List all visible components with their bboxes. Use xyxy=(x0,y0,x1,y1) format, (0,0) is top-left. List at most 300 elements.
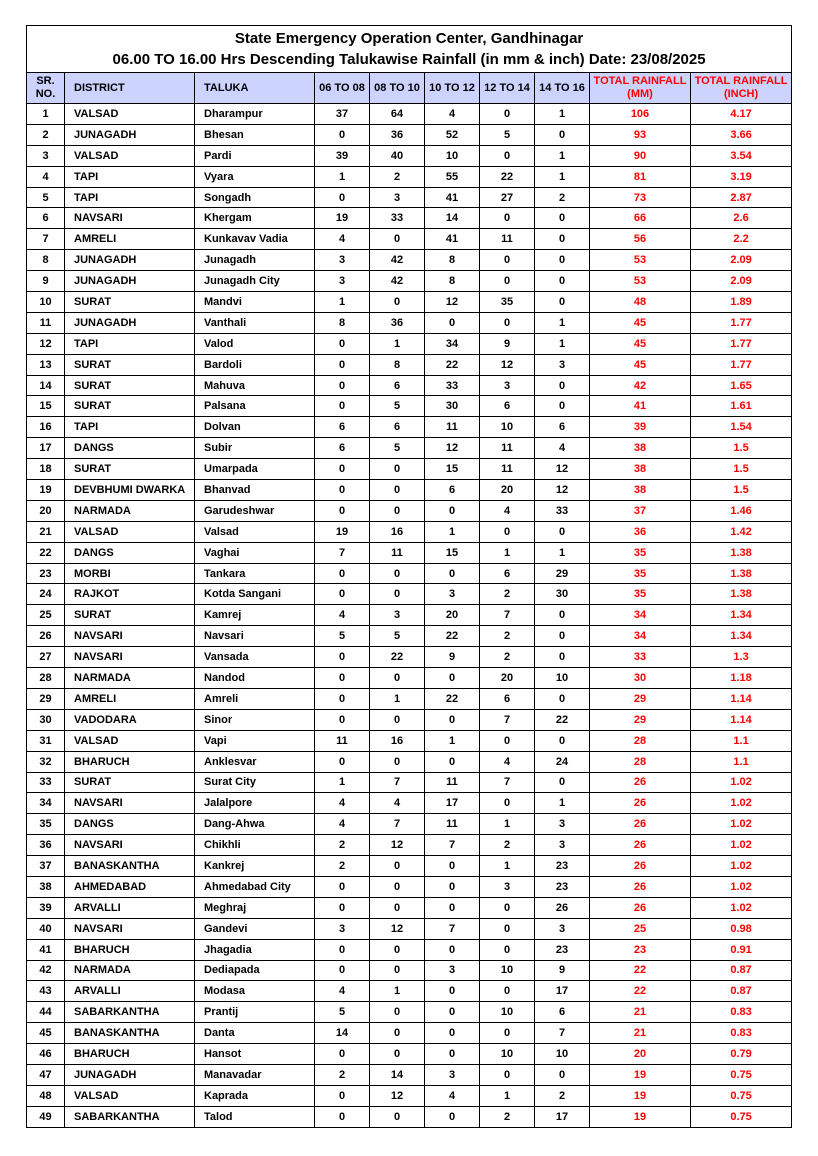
district-cell: NARMADA xyxy=(65,668,195,689)
total-inch-cell: 2.09 xyxy=(691,250,792,271)
rain-12-14-cell: 5 xyxy=(480,124,535,145)
sr-no-cell: 39 xyxy=(27,897,65,918)
rain-14-16-cell: 1 xyxy=(535,166,590,187)
rain-10-12-cell: 7 xyxy=(425,835,480,856)
total-inch-cell: 1.34 xyxy=(691,605,792,626)
rain-06-08-cell: 0 xyxy=(315,688,370,709)
rain-08-10-cell: 5 xyxy=(370,438,425,459)
total-inch-cell: 1.46 xyxy=(691,500,792,521)
sr-no-cell: 7 xyxy=(27,229,65,250)
rain-12-14-cell: 12 xyxy=(480,354,535,375)
total-inch-cell: 1.77 xyxy=(691,354,792,375)
rain-14-16-cell: 23 xyxy=(535,939,590,960)
rain-10-12-cell: 0 xyxy=(425,563,480,584)
total-mm-cell: 41 xyxy=(590,396,691,417)
rain-14-16-cell: 1 xyxy=(535,793,590,814)
rain-10-12-cell: 4 xyxy=(425,104,480,125)
table-row xyxy=(27,542,792,563)
total-inch-cell: 1.18 xyxy=(691,668,792,689)
total-inch-cell: 1.02 xyxy=(691,772,792,793)
rain-14-16-cell: 0 xyxy=(535,688,590,709)
rain-10-12-cell: 52 xyxy=(425,124,480,145)
total-mm-cell: 26 xyxy=(590,835,691,856)
rain-08-10-cell: 5 xyxy=(370,626,425,647)
header-taluka: TALUKA xyxy=(195,73,315,104)
sr-no-cell: 10 xyxy=(27,292,65,313)
rain-10-12-cell: 41 xyxy=(425,187,480,208)
table-row xyxy=(27,835,792,856)
total-mm-cell: 21 xyxy=(590,1002,691,1023)
sr-no-cell: 29 xyxy=(27,688,65,709)
total-mm-cell: 38 xyxy=(590,459,691,480)
total-mm-cell: 28 xyxy=(590,730,691,751)
rain-06-08-cell: 3 xyxy=(315,271,370,292)
district-cell: VALSAD xyxy=(65,104,195,125)
taluka-cell: Prantij xyxy=(195,1002,315,1023)
taluka-cell: Jalalpore xyxy=(195,793,315,814)
total-mm-cell: 106 xyxy=(590,104,691,125)
rain-06-08-cell: 0 xyxy=(315,354,370,375)
taluka-cell: Jhagadia xyxy=(195,939,315,960)
rain-12-14-cell: 10 xyxy=(480,960,535,981)
rain-10-12-cell: 8 xyxy=(425,250,480,271)
total-mm-cell: 28 xyxy=(590,751,691,772)
rain-06-08-cell: 4 xyxy=(315,605,370,626)
taluka-cell: Junagadh xyxy=(195,250,315,271)
rain-06-08-cell: 0 xyxy=(315,500,370,521)
rain-08-10-cell: 8 xyxy=(370,354,425,375)
sr-no-cell: 3 xyxy=(27,145,65,166)
taluka-cell: Garudeshwar xyxy=(195,500,315,521)
table-row xyxy=(27,292,792,313)
rain-06-08-cell: 1 xyxy=(315,292,370,313)
total-mm-cell: 23 xyxy=(590,939,691,960)
rain-14-16-cell: 7 xyxy=(535,1023,590,1044)
rain-12-14-cell: 10 xyxy=(480,1044,535,1065)
rain-08-10-cell: 0 xyxy=(370,709,425,730)
total-mm-cell: 48 xyxy=(590,292,691,313)
rain-10-12-cell: 0 xyxy=(425,668,480,689)
rain-12-14-cell: 11 xyxy=(480,438,535,459)
rain-10-12-cell: 17 xyxy=(425,793,480,814)
table-row xyxy=(27,250,792,271)
district-cell: JUNAGADH xyxy=(65,1064,195,1085)
rain-12-14-cell: 1 xyxy=(480,1085,535,1106)
taluka-cell: Umarpada xyxy=(195,459,315,480)
rain-12-14-cell: 1 xyxy=(480,856,535,877)
rain-14-16-cell: 17 xyxy=(535,1106,590,1127)
header-sr-no: SR. NO. xyxy=(27,73,65,104)
rainfall-table xyxy=(26,25,792,1128)
sr-no-cell: 15 xyxy=(27,396,65,417)
table-row xyxy=(27,396,792,417)
total-inch-cell: 2.6 xyxy=(691,208,792,229)
rain-06-08-cell: 37 xyxy=(315,104,370,125)
rain-12-14-cell: 0 xyxy=(480,271,535,292)
total-inch-cell: 1.61 xyxy=(691,396,792,417)
total-inch-cell: 1.5 xyxy=(691,459,792,480)
rain-12-14-cell: 2 xyxy=(480,584,535,605)
rain-12-14-cell: 2 xyxy=(480,647,535,668)
rain-08-10-cell: 0 xyxy=(370,856,425,877)
sr-no-cell: 43 xyxy=(27,981,65,1002)
rain-12-14-cell: 2 xyxy=(480,626,535,647)
total-inch-cell: 0.83 xyxy=(691,1023,792,1044)
rain-10-12-cell: 6 xyxy=(425,480,480,501)
table-row xyxy=(27,375,792,396)
total-mm-cell: 26 xyxy=(590,876,691,897)
rain-08-10-cell: 42 xyxy=(370,250,425,271)
taluka-cell: Nandod xyxy=(195,668,315,689)
table-row xyxy=(27,124,792,145)
taluka-cell: Sinor xyxy=(195,709,315,730)
sr-no-cell: 26 xyxy=(27,626,65,647)
district-cell: NAVSARI xyxy=(65,647,195,668)
sr-no-cell: 25 xyxy=(27,605,65,626)
rain-12-14-cell: 0 xyxy=(480,918,535,939)
rain-08-10-cell: 1 xyxy=(370,981,425,1002)
rain-12-14-cell: 0 xyxy=(480,1023,535,1044)
rain-10-12-cell: 22 xyxy=(425,354,480,375)
sr-no-cell: 35 xyxy=(27,814,65,835)
rain-12-14-cell: 7 xyxy=(480,772,535,793)
rain-10-12-cell: 11 xyxy=(425,772,480,793)
sr-no-cell: 22 xyxy=(27,542,65,563)
total-inch-cell: 0.83 xyxy=(691,1002,792,1023)
rain-06-08-cell: 4 xyxy=(315,814,370,835)
district-cell: NAVSARI xyxy=(65,208,195,229)
taluka-cell: Dharampur xyxy=(195,104,315,125)
rain-12-14-cell: 0 xyxy=(480,730,535,751)
total-inch-cell: 1.02 xyxy=(691,814,792,835)
sr-no-cell: 33 xyxy=(27,772,65,793)
district-cell: BANASKANTHA xyxy=(65,1023,195,1044)
rain-06-08-cell: 5 xyxy=(315,1002,370,1023)
rain-12-14-cell: 0 xyxy=(480,793,535,814)
rain-10-12-cell: 14 xyxy=(425,208,480,229)
rain-08-10-cell: 36 xyxy=(370,124,425,145)
rain-10-12-cell: 0 xyxy=(425,876,480,897)
rain-06-08-cell: 8 xyxy=(315,312,370,333)
total-inch-cell: 0.91 xyxy=(691,939,792,960)
taluka-cell: Tankara xyxy=(195,563,315,584)
rain-10-12-cell: 15 xyxy=(425,459,480,480)
rain-06-08-cell: 4 xyxy=(315,793,370,814)
district-cell: TAPI xyxy=(65,166,195,187)
rain-08-10-cell: 0 xyxy=(370,960,425,981)
rain-14-16-cell: 10 xyxy=(535,668,590,689)
rain-12-14-cell: 1 xyxy=(480,814,535,835)
rain-12-14-cell: 0 xyxy=(480,1064,535,1085)
rain-06-08-cell: 0 xyxy=(315,375,370,396)
district-cell: SURAT xyxy=(65,772,195,793)
sr-no-cell: 27 xyxy=(27,647,65,668)
sr-no-cell: 30 xyxy=(27,709,65,730)
total-inch-cell: 1.89 xyxy=(691,292,792,313)
total-inch-cell: 1.14 xyxy=(691,709,792,730)
district-cell: NAVSARI xyxy=(65,793,195,814)
table-row xyxy=(27,709,792,730)
rain-08-10-cell: 3 xyxy=(370,605,425,626)
district-cell: SURAT xyxy=(65,292,195,313)
rain-08-10-cell: 0 xyxy=(370,229,425,250)
total-mm-cell: 93 xyxy=(590,124,691,145)
rain-06-08-cell: 2 xyxy=(315,835,370,856)
rain-12-14-cell: 11 xyxy=(480,229,535,250)
rain-10-12-cell: 0 xyxy=(425,751,480,772)
sr-no-cell: 46 xyxy=(27,1044,65,1065)
taluka-cell: Anklesvar xyxy=(195,751,315,772)
rain-08-10-cell: 3 xyxy=(370,187,425,208)
total-inch-cell: 3.19 xyxy=(691,166,792,187)
table-row xyxy=(27,500,792,521)
total-mm-cell: 26 xyxy=(590,814,691,835)
total-mm-cell: 45 xyxy=(590,354,691,375)
district-cell: RAJKOT xyxy=(65,584,195,605)
rain-06-08-cell: 0 xyxy=(315,584,370,605)
table-row xyxy=(27,1044,792,1065)
rain-06-08-cell: 0 xyxy=(315,480,370,501)
rain-06-08-cell: 3 xyxy=(315,250,370,271)
district-cell: AHMEDABAD xyxy=(65,876,195,897)
taluka-cell: Danta xyxy=(195,1023,315,1044)
total-inch-cell: 1.77 xyxy=(691,333,792,354)
rain-06-08-cell: 5 xyxy=(315,626,370,647)
taluka-cell: Vanthali xyxy=(195,312,315,333)
total-mm-cell: 42 xyxy=(590,375,691,396)
table-row xyxy=(27,897,792,918)
rain-08-10-cell: 16 xyxy=(370,730,425,751)
rain-10-12-cell: 12 xyxy=(425,438,480,459)
taluka-cell: Surat City xyxy=(195,772,315,793)
rain-14-16-cell: 2 xyxy=(535,187,590,208)
rain-08-10-cell: 0 xyxy=(370,1023,425,1044)
total-inch-cell: 3.66 xyxy=(691,124,792,145)
rain-12-14-cell: 27 xyxy=(480,187,535,208)
taluka-cell: Kunkavav Vadia xyxy=(195,229,315,250)
table-row xyxy=(27,1106,792,1127)
total-mm-cell: 90 xyxy=(590,145,691,166)
table-body xyxy=(27,104,792,1128)
table-row xyxy=(27,1002,792,1023)
rain-14-16-cell: 1 xyxy=(535,145,590,166)
rain-14-16-cell: 6 xyxy=(535,1002,590,1023)
rain-10-12-cell: 7 xyxy=(425,918,480,939)
table-row xyxy=(27,647,792,668)
rain-12-14-cell: 3 xyxy=(480,876,535,897)
rain-08-10-cell: 36 xyxy=(370,312,425,333)
district-cell: DANGS xyxy=(65,814,195,835)
taluka-cell: Kotda Sangani xyxy=(195,584,315,605)
sr-no-cell: 6 xyxy=(27,208,65,229)
sr-no-cell: 37 xyxy=(27,856,65,877)
table-row xyxy=(27,417,792,438)
rain-14-16-cell: 22 xyxy=(535,709,590,730)
rain-08-10-cell: 33 xyxy=(370,208,425,229)
district-cell: TAPI xyxy=(65,187,195,208)
taluka-cell: Vyara xyxy=(195,166,315,187)
rain-14-16-cell: 0 xyxy=(535,521,590,542)
sr-no-cell: 4 xyxy=(27,166,65,187)
table-row xyxy=(27,730,792,751)
district-cell: TAPI xyxy=(65,333,195,354)
rain-10-12-cell: 22 xyxy=(425,626,480,647)
rain-08-10-cell: 7 xyxy=(370,814,425,835)
table-row xyxy=(27,166,792,187)
district-cell: TAPI xyxy=(65,417,195,438)
rain-06-08-cell: 2 xyxy=(315,1064,370,1085)
total-inch-cell: 1.34 xyxy=(691,626,792,647)
rain-12-14-cell: 9 xyxy=(480,333,535,354)
rain-10-12-cell: 0 xyxy=(425,709,480,730)
rain-06-08-cell: 0 xyxy=(315,1044,370,1065)
rain-10-12-cell: 55 xyxy=(425,166,480,187)
total-mm-cell: 38 xyxy=(590,438,691,459)
sr-no-cell: 13 xyxy=(27,354,65,375)
taluka-cell: Mandvi xyxy=(195,292,315,313)
rain-14-16-cell: 3 xyxy=(535,835,590,856)
district-cell: JUNAGADH xyxy=(65,250,195,271)
district-cell: SABARKANTHA xyxy=(65,1002,195,1023)
rain-08-10-cell: 5 xyxy=(370,396,425,417)
district-cell: SURAT xyxy=(65,375,195,396)
sr-no-cell: 17 xyxy=(27,438,65,459)
district-cell: NARMADA xyxy=(65,960,195,981)
total-mm-cell: 29 xyxy=(590,709,691,730)
sr-no-cell: 36 xyxy=(27,835,65,856)
total-mm-cell: 19 xyxy=(590,1106,691,1127)
total-mm-cell: 26 xyxy=(590,793,691,814)
rain-10-12-cell: 11 xyxy=(425,814,480,835)
rain-10-12-cell: 0 xyxy=(425,1002,480,1023)
rain-08-10-cell: 64 xyxy=(370,104,425,125)
total-inch-cell: 1.77 xyxy=(691,312,792,333)
rain-12-14-cell: 0 xyxy=(480,897,535,918)
total-mm-cell: 35 xyxy=(590,563,691,584)
report-title-line1: State Emergency Operation Center, Gandhinagar xyxy=(27,26,792,50)
total-mm-cell: 19 xyxy=(590,1085,691,1106)
table-row xyxy=(27,939,792,960)
taluka-cell: Vansada xyxy=(195,647,315,668)
rain-12-14-cell: 4 xyxy=(480,500,535,521)
rain-06-08-cell: 0 xyxy=(315,668,370,689)
rain-08-10-cell: 0 xyxy=(370,1002,425,1023)
rain-06-08-cell: 1 xyxy=(315,772,370,793)
rain-06-08-cell: 19 xyxy=(315,521,370,542)
sr-no-cell: 38 xyxy=(27,876,65,897)
rain-14-16-cell: 4 xyxy=(535,438,590,459)
rain-10-12-cell: 22 xyxy=(425,688,480,709)
taluka-cell: Dediapada xyxy=(195,960,315,981)
sr-no-cell: 48 xyxy=(27,1085,65,1106)
rain-12-14-cell: 0 xyxy=(480,939,535,960)
rain-10-12-cell: 11 xyxy=(425,417,480,438)
rain-12-14-cell: 0 xyxy=(480,521,535,542)
table-row xyxy=(27,354,792,375)
sr-no-cell: 32 xyxy=(27,751,65,772)
total-mm-cell: 34 xyxy=(590,605,691,626)
sr-no-cell: 49 xyxy=(27,1106,65,1127)
sr-no-cell: 21 xyxy=(27,521,65,542)
total-mm-cell: 26 xyxy=(590,772,691,793)
rain-10-12-cell: 9 xyxy=(425,647,480,668)
sr-no-cell: 42 xyxy=(27,960,65,981)
district-cell: VALSAD xyxy=(65,145,195,166)
total-inch-cell: 1.3 xyxy=(691,647,792,668)
rain-14-16-cell: 23 xyxy=(535,856,590,877)
district-cell: SURAT xyxy=(65,459,195,480)
taluka-cell: Valsad xyxy=(195,521,315,542)
rain-06-08-cell: 0 xyxy=(315,960,370,981)
rain-12-14-cell: 2 xyxy=(480,1106,535,1127)
table-row xyxy=(27,229,792,250)
sr-no-cell: 9 xyxy=(27,271,65,292)
rain-06-08-cell: 7 xyxy=(315,542,370,563)
taluka-cell: Dang-Ahwa xyxy=(195,814,315,835)
sr-no-cell: 19 xyxy=(27,480,65,501)
rain-12-14-cell: 3 xyxy=(480,375,535,396)
rain-14-16-cell: 17 xyxy=(535,981,590,1002)
rain-06-08-cell: 3 xyxy=(315,918,370,939)
sr-no-cell: 12 xyxy=(27,333,65,354)
table-row xyxy=(27,1023,792,1044)
total-inch-cell: 1.02 xyxy=(691,835,792,856)
total-mm-cell: 34 xyxy=(590,626,691,647)
table-row xyxy=(27,751,792,772)
total-mm-cell: 37 xyxy=(590,500,691,521)
rain-12-14-cell: 10 xyxy=(480,417,535,438)
total-mm-cell: 20 xyxy=(590,1044,691,1065)
total-inch-cell: 1.5 xyxy=(691,480,792,501)
rain-08-10-cell: 11 xyxy=(370,542,425,563)
rain-06-08-cell: 0 xyxy=(315,459,370,480)
rain-14-16-cell: 33 xyxy=(535,500,590,521)
taluka-cell: Hansot xyxy=(195,1044,315,1065)
table-row xyxy=(27,438,792,459)
district-cell: AMRELI xyxy=(65,229,195,250)
taluka-cell: Amreli xyxy=(195,688,315,709)
rain-14-16-cell: 0 xyxy=(535,292,590,313)
total-inch-cell: 0.87 xyxy=(691,960,792,981)
sr-no-cell: 28 xyxy=(27,668,65,689)
taluka-cell: Dolvan xyxy=(195,417,315,438)
table-row xyxy=(27,480,792,501)
rain-14-16-cell: 12 xyxy=(535,459,590,480)
rain-08-10-cell: 0 xyxy=(370,480,425,501)
rain-14-16-cell: 23 xyxy=(535,876,590,897)
rain-08-10-cell: 16 xyxy=(370,521,425,542)
district-cell: DANGS xyxy=(65,438,195,459)
taluka-cell: Subir xyxy=(195,438,315,459)
rain-12-14-cell: 20 xyxy=(480,668,535,689)
total-inch-cell: 1.1 xyxy=(691,730,792,751)
rain-12-14-cell: 1 xyxy=(480,542,535,563)
rain-08-10-cell: 0 xyxy=(370,459,425,480)
rain-12-14-cell: 6 xyxy=(480,563,535,584)
table-row xyxy=(27,333,792,354)
total-mm-cell: 38 xyxy=(590,480,691,501)
rain-14-16-cell: 0 xyxy=(535,375,590,396)
rain-14-16-cell: 3 xyxy=(535,354,590,375)
taluka-cell: Gandevi xyxy=(195,918,315,939)
total-inch-cell: 1.1 xyxy=(691,751,792,772)
rain-06-08-cell: 0 xyxy=(315,897,370,918)
total-inch-cell: 0.87 xyxy=(691,981,792,1002)
total-inch-cell: 2.09 xyxy=(691,271,792,292)
rain-10-12-cell: 3 xyxy=(425,960,480,981)
sr-no-cell: 16 xyxy=(27,417,65,438)
rain-12-14-cell: 0 xyxy=(480,145,535,166)
